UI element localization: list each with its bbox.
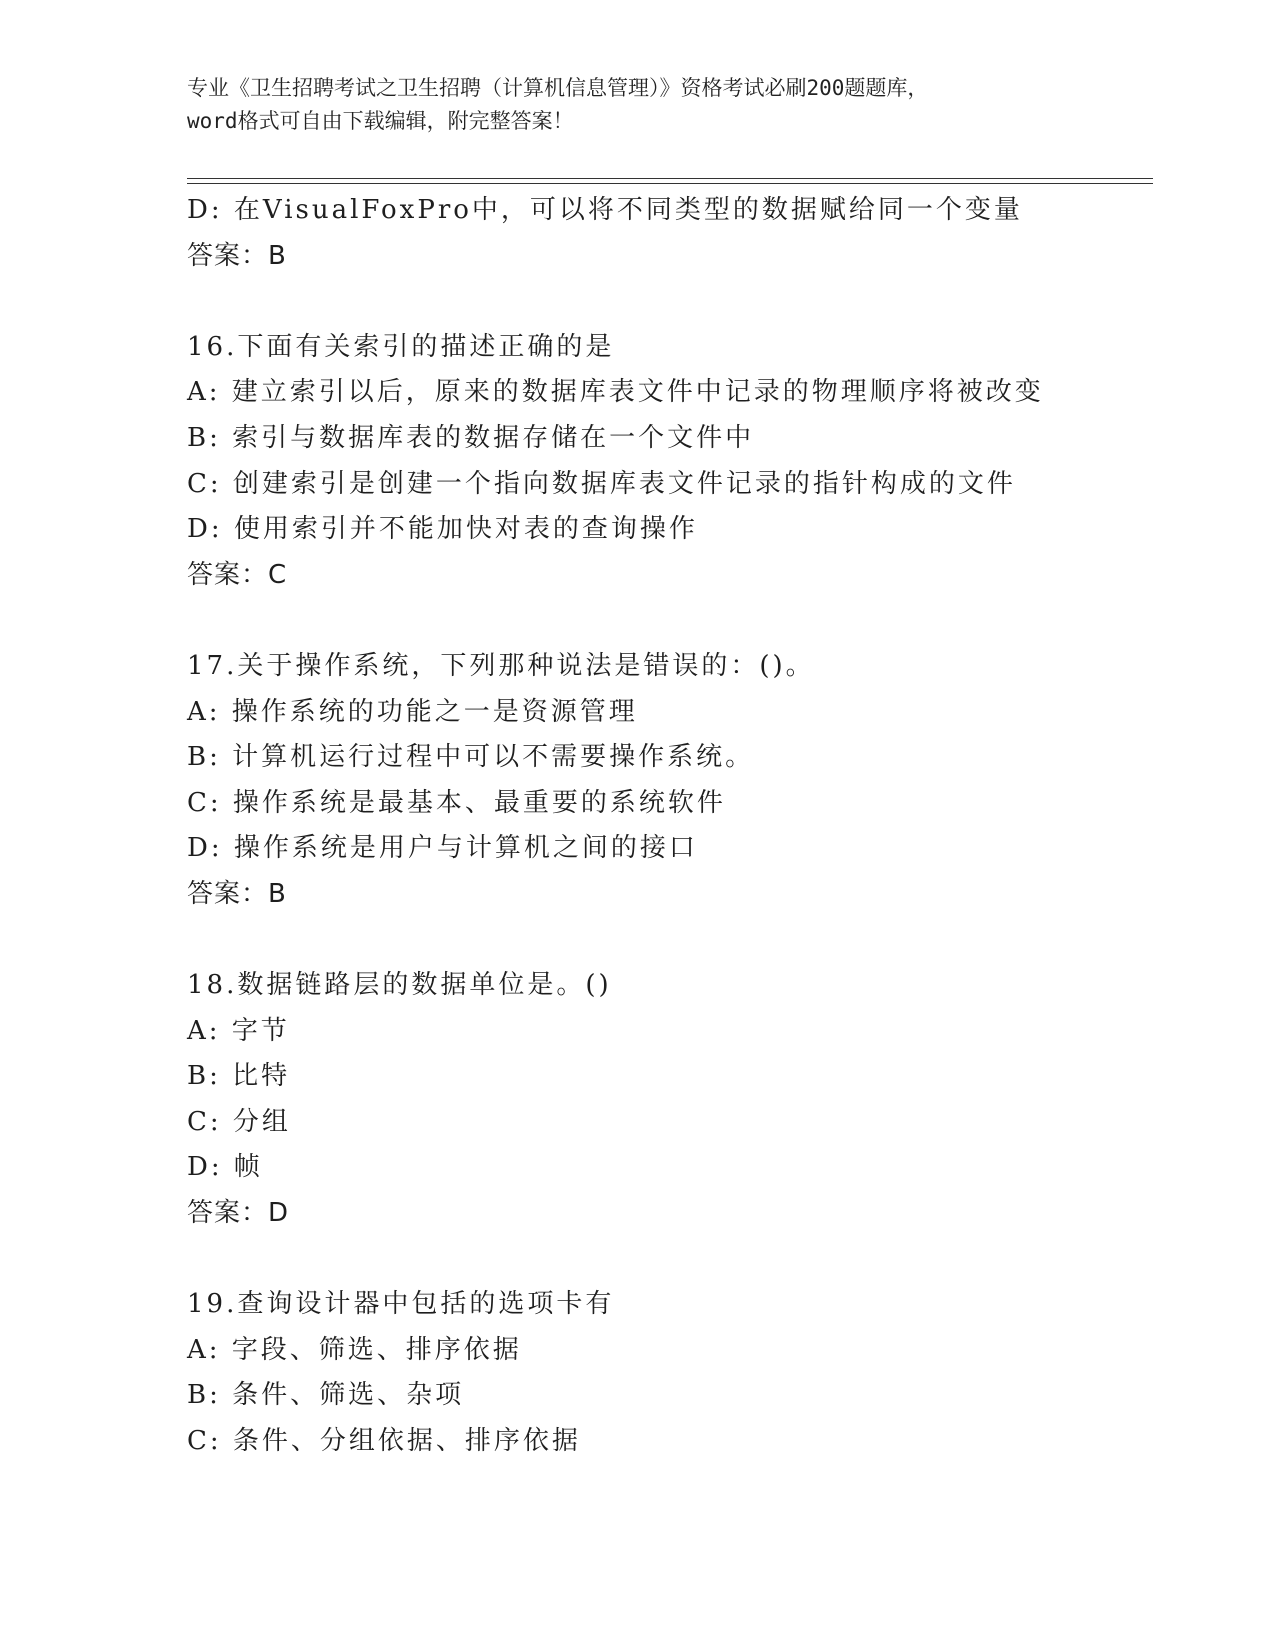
option-d: D: 帧: [187, 1152, 263, 1183]
question-list: [187, 188, 1147, 1465]
header-rule-bottom: [187, 183, 1153, 184]
question-stem: 16.下面有关索引的描述正确的是: [187, 331, 615, 362]
option-d: D: 在VisualFoxPro中，可以将不同类型的数据赋给同一个变量: [187, 195, 1023, 225]
option-d: D: 操作系统是用户与计算机之间的接口: [187, 833, 698, 864]
spacer: [187, 918, 1147, 964]
option-a: A: 操作系统的功能之一是资源管理: [187, 696, 638, 727]
option-c: C: 分组: [187, 1106, 291, 1137]
option-a: A: 建立索引以后，原来的数据库表文件中记录的物理顺序将被改变: [187, 377, 1044, 408]
option-c: C: 条件、分组依据、排序依据: [187, 1426, 581, 1457]
header-rule-top: [187, 178, 1153, 179]
answer-line: 答案：C: [187, 559, 288, 590]
question-19: [187, 1282, 1147, 1464]
spacer: [187, 598, 1147, 644]
spacer: [187, 279, 1147, 325]
option-c: C: 操作系统是最基本、最重要的系统软件: [187, 787, 726, 818]
option-b: B: 计算机运行过程中可以不需要操作系统。: [187, 742, 755, 773]
question-stem: 18.数据链路层的数据单位是。(): [187, 970, 612, 1001]
question-stem: 17.关于操作系统，下列那种说法是错误的：()。: [187, 650, 815, 681]
option-c: C: 创建索引是创建一个指向数据库表文件记录的指针构成的文件: [187, 468, 1016, 499]
spacer: [187, 1237, 1147, 1283]
answer-line: 答案：B: [187, 878, 287, 909]
option-d: D: 使用索引并不能加快对表的查询操作: [187, 514, 698, 545]
header-title-line2: word格式可自由下载编辑，附完整答案！: [187, 109, 574, 133]
header-title-line1: 专业《卫生招聘考试之卫生招聘（计算机信息管理）》资格考试必刷200题题库，: [187, 76, 929, 100]
question-15-tail: [187, 188, 1147, 279]
option-b: B: 条件、筛选、杂项: [187, 1380, 465, 1411]
option-a: A: 字节: [187, 1015, 290, 1046]
option-b: B: 比特: [187, 1061, 291, 1092]
answer-line: 答案：B: [187, 240, 287, 271]
option-b: B: 索引与数据库表的数据存储在一个文件中: [187, 422, 755, 453]
document-header: [187, 72, 1087, 138]
question-16: [187, 325, 1147, 599]
question-stem: 19.查询设计器中包括的选项卡有: [187, 1289, 615, 1320]
answer-line: 答案：D: [187, 1198, 290, 1229]
question-18: [187, 963, 1147, 1237]
question-17: [187, 644, 1147, 918]
option-a: A: 字段、筛选、排序依据: [187, 1334, 522, 1365]
